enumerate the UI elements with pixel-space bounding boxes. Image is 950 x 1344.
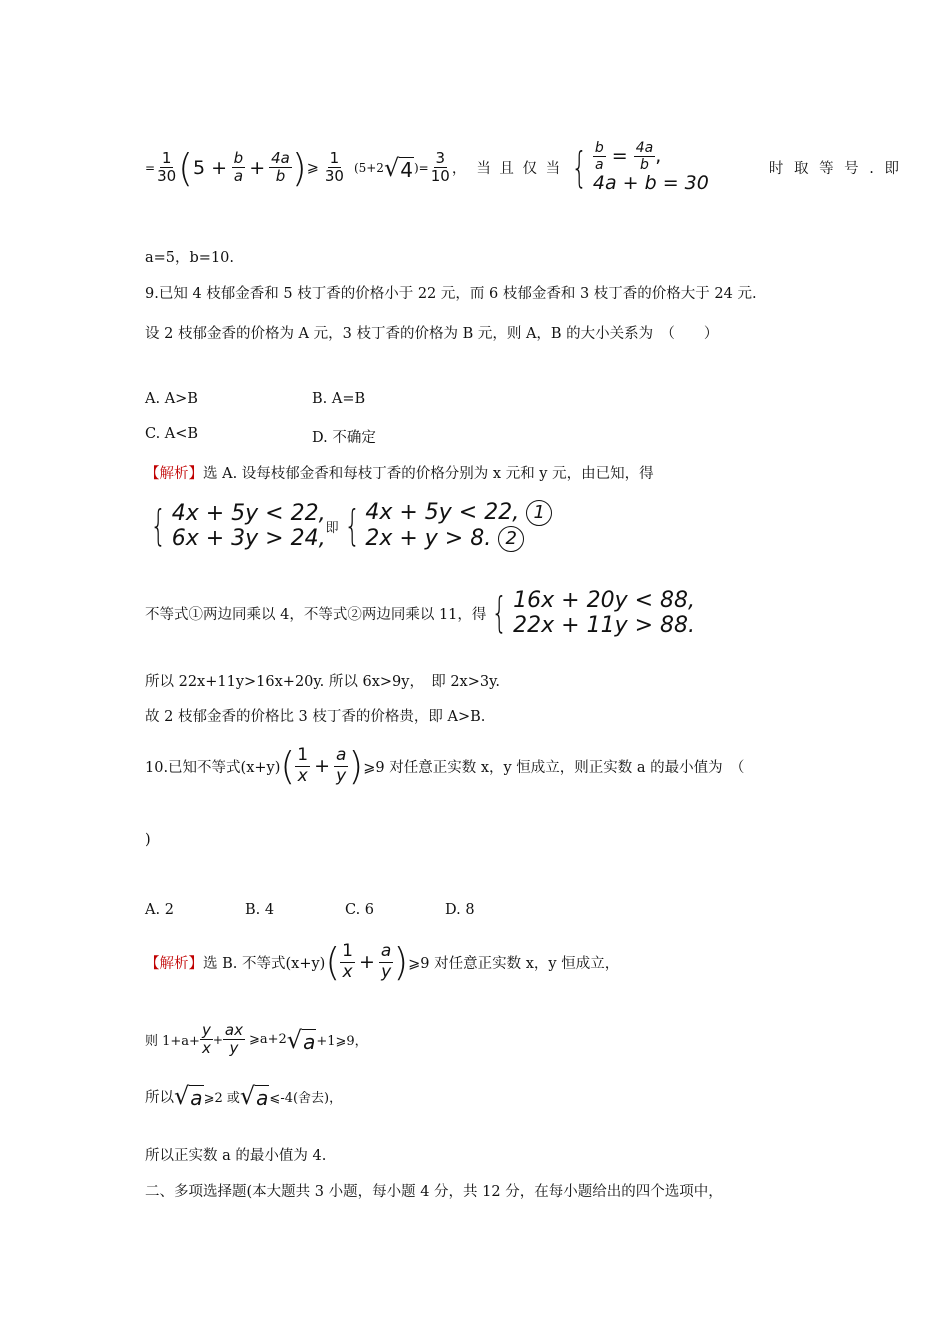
equation-system: { $\frac{b}{a}$ = $\frac{4a}{b}$ , 4a + b = 30 [571, 140, 709, 195]
derivation-line: 所以 22x+11y>16x+20y. 所以 6x>9y， 即 2x>3y. [145, 674, 500, 690]
option-b: B. A=B [312, 391, 366, 407]
solution-text: 选 A. 设每枝郁金香和每枝丁香的价格分别为 x 元和 y 元，由已知，得 [203, 466, 654, 482]
solution-10-line-3: 所以 √ a ⩾2 或 √ a ⩽-4(舍去)， [145, 1082, 343, 1110]
option-a: A. 2 [145, 902, 174, 918]
formula-line-1 [145, 140, 902, 195]
solution-10-line-2: 则 1+a+ $\frac{y}{x}$ + $\frac{ax}{y}$ ⩾a+2 √ a +1⩾9， [145, 1021, 368, 1058]
system-line [145, 500, 552, 552]
equation-system: { 16x + 20y < 88, 22x + 11y > 88. [491, 588, 695, 639]
multiply-line [145, 588, 695, 639]
paren-open: ( [178, 145, 193, 190]
conclusion-line: 故 2 枝郁金香的价格比 3 枝丁香的价格贵，即 A>B. [145, 709, 486, 725]
option-d: D. 8 [445, 902, 475, 918]
fraction: $\frac{1}{30}$ [324, 148, 344, 186]
plus: + [249, 156, 266, 179]
solution-line [145, 462, 654, 483]
fraction: $\frac{4a}{b}$ [271, 148, 290, 186]
question-10-close: ) [145, 832, 151, 848]
equation-system: { 4x + 5y < 22, 6x + 3y > 24, [150, 500, 326, 551]
sqrt: √ a [286, 1025, 316, 1054]
solution-tag: 【解析】 [145, 955, 203, 972]
option-c: C. A<B [145, 426, 199, 442]
text: 不等式①两边同乘以 4，不等式②两边同乘以 11，得 [145, 606, 487, 623]
answer-line: a=5，b=10. [145, 250, 235, 266]
solution-tag: 【解析】 [145, 466, 203, 482]
question-9-line-1: 9.已知 4 枝郁金香和 5 枝丁香的价格小于 22 元，而 6 枝郁金香和 3 枝丁香的价格大于 24 元. [145, 286, 757, 302]
equals: = [145, 160, 156, 175]
text: 时 取 等 号 . 即 [768, 161, 903, 178]
circled-number: 2 [498, 526, 524, 552]
solution-10-line-1: 【解析】 选 B. 不等式(x+y) ( $\frac{1}{x}$ + $\frac{a}{y}$ ) ⩾9 对任意正实数 x，y 恒成立， [145, 940, 620, 984]
ge-sign: ⩾ [306, 159, 319, 176]
equation-system: { 4x + 5y < 22, 1 2x + y > 8. 2 [339, 500, 553, 552]
option-c: C. 6 [345, 902, 375, 918]
solution-10-line-4: 所以正实数 a 的最小值为 4. [145, 1148, 327, 1164]
sqrt: √ a [174, 1082, 203, 1110]
text: )= [413, 160, 429, 175]
section-2-heading: 二、多项选择题(本大题共 3 小题，每小题 4 分，共 12 分，在每小题给出的四个选项中， [145, 1184, 723, 1200]
option-d: D. 不确定 [312, 430, 376, 446]
question-9-line-2: 设 2 枝郁金香的价格为 A 元，3 枝丁香的价格为 B 元，则 A，B 的大小关系为 （ ） [145, 326, 719, 342]
fraction: $\frac{3}{10}$ [430, 148, 450, 186]
question-10: 10.已知不等式(x+y) ( $\frac{1}{x}$ + $\frac{a}{y}$ ) ⩾9 对任意正实数 x，y 恒成立，则正实数 a 的最小值为 （ [145, 744, 745, 788]
option-b: B. 4 [245, 902, 275, 918]
fraction: $\frac{b}{a}$ [233, 148, 244, 186]
text: (5+2 [353, 160, 384, 175]
sqrt: √ a [239, 1082, 269, 1110]
option-a: A. A>B [145, 391, 198, 407]
term: 5 + [192, 156, 228, 179]
sqrt: √ 4 [383, 153, 413, 182]
paren-close: ) [291, 145, 307, 190]
circled-number: 1 [526, 500, 552, 526]
comma: ， [451, 161, 467, 178]
fraction: $\frac{1}{30}$ [157, 148, 177, 186]
text: 当 且 仅 当 [476, 161, 563, 178]
text: 即 [325, 520, 339, 536]
